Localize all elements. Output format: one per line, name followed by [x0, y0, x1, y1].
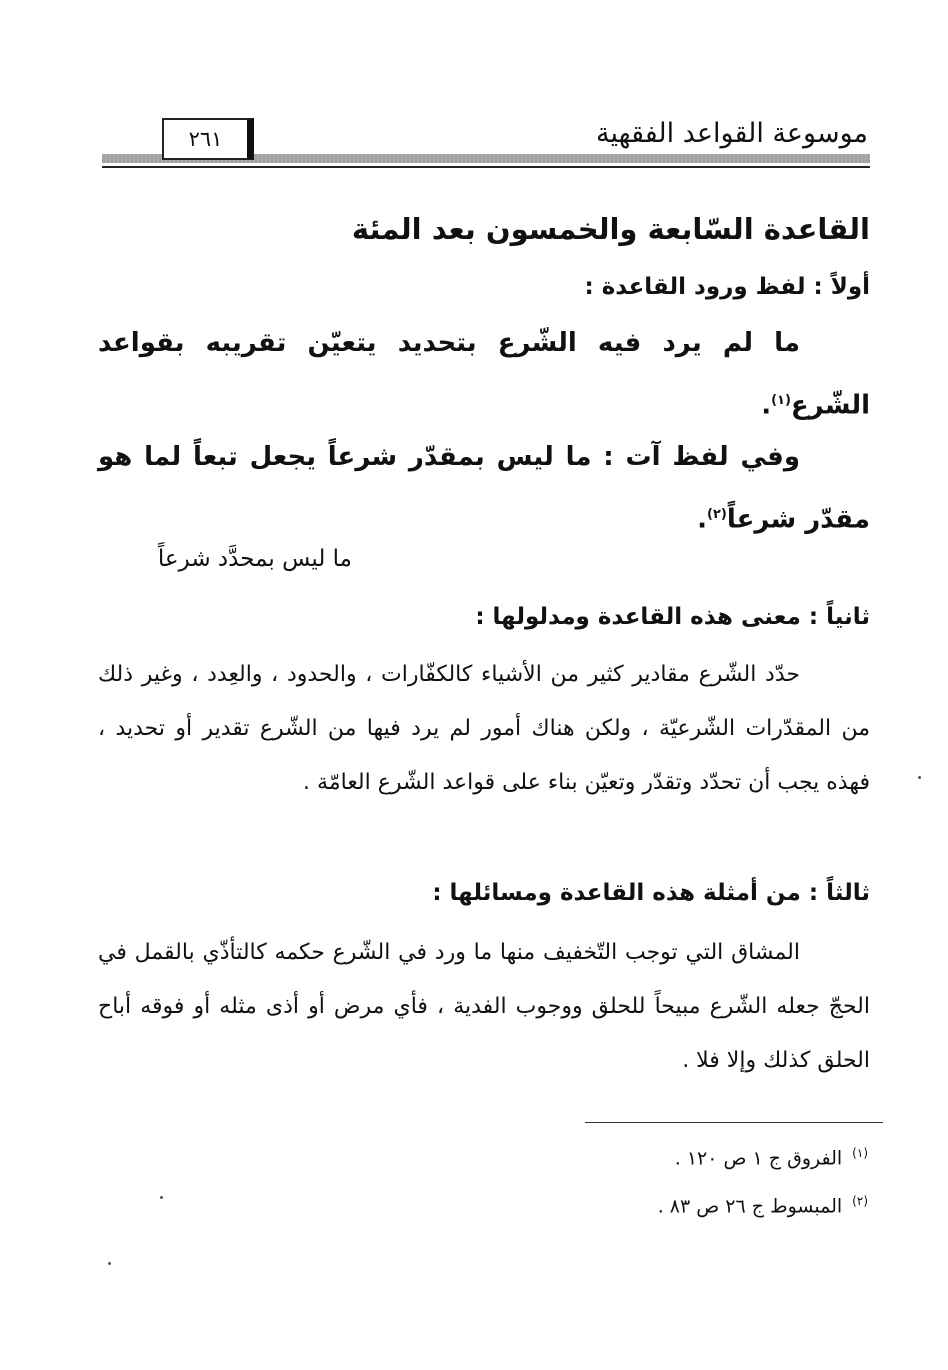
book-title: موسوعة القواعد الفقهية [596, 118, 868, 149]
footnote-1 [675, 1146, 868, 1169]
scan-speck [160, 1196, 163, 1199]
header-rule-line [102, 166, 870, 168]
scan-speck [108, 1262, 111, 1265]
section-heading-meaning: ثانياً : معنى هذه القاعدة ومدلولها : [475, 604, 870, 630]
alternate-wording-text: وفي لفظ آت : ما ليس بمقدّر شرعاً يجعل تبعاً لما هو مقدّر شرعاً [98, 442, 870, 535]
section-heading-examples: ثالثاً : من أمثلة هذه القاعدة ومسائلها : [432, 880, 870, 906]
footnote-text: الفروق ج ١ ص ١٢٠ . [674, 1147, 843, 1170]
rule-wording [98, 314, 870, 435]
footnote-ref-1: (١) [771, 393, 791, 408]
rule-wording-text: ما لم يرد فيه الشّرع بتحديد يتعيّن تقريبه بقواعد الشّرع [98, 328, 870, 421]
meaning-paragraph: حدّد الشّرع مقادير كثير من الأشياء كالكفّارات ، والحدود ، والعِدد ، وغير ذلك من المقدّرات الشّرعيّة ، ولكن هناك أمور لم يرد فيها من الشّرع تقدير أو تحديد ، فهذه يجب أن تحدّد وتقدّر وتعيّن بناء على قواعد الشّرع العامّة . [98, 662, 870, 795]
footnote-ref-2: (٢) [707, 507, 727, 522]
rule-title: القاعدة السّابعة والخمسون بعد المئة [351, 212, 870, 246]
alternate-wording-end: . [697, 504, 708, 535]
footnote-mark: (١) [852, 1146, 868, 1160]
variant-wording: ما ليس بمحدَّد شرعاً [157, 546, 352, 572]
footnote-separator [585, 1122, 883, 1123]
alternate-wording [98, 428, 870, 549]
footnote-mark: (٢) [852, 1194, 868, 1208]
rule-wording-end: . [761, 390, 772, 421]
page-number: ٢٦١ [162, 118, 254, 160]
footnote-2 [658, 1194, 868, 1217]
examples-paragraph: المشاق التي توجب التّخفيف منها ما ورد في الشّرع حكمه كالتأذّي بالقمل في الحجّ جعله الشّرع مبيحاً للحلق ووجوب الفدية ، فأي مرض أو أذى مثله أو فوقه أباح الحلق كذلك وإلا فلا . [98, 940, 870, 1073]
scan-speck [918, 776, 921, 779]
footnote-text: المبسوط ج ٢٦ ص ٨٣ . [657, 1195, 843, 1218]
section-heading-wording: أولاً : لفظ ورود القاعدة : [584, 274, 870, 300]
